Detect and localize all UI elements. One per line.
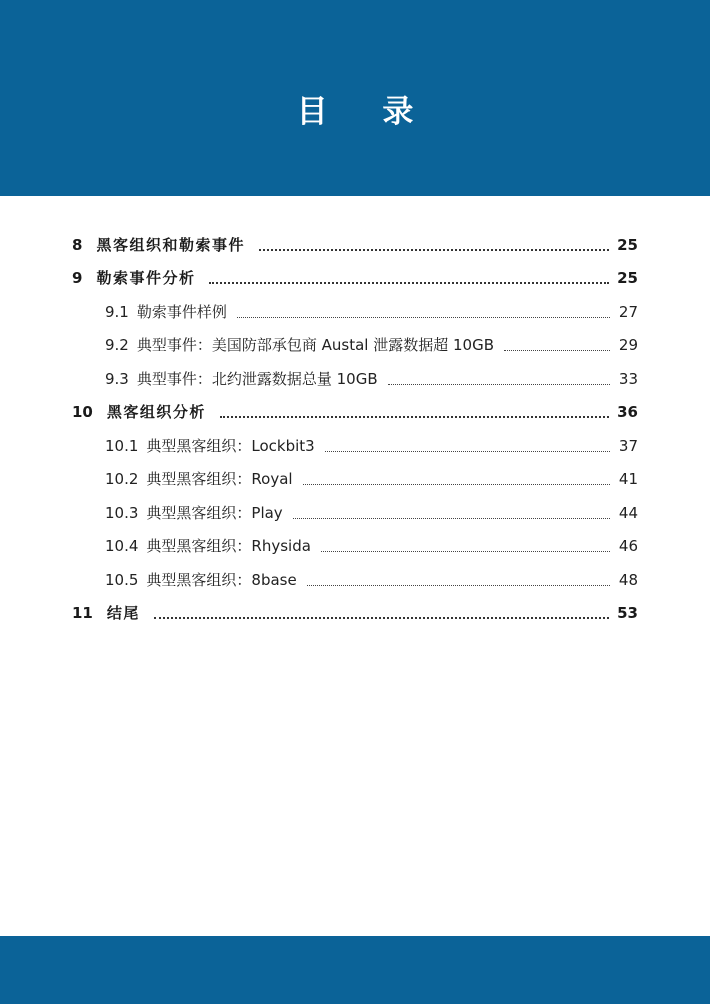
- toc-page-number: 27: [618, 302, 638, 321]
- toc-entry-number: 10.2: [105, 470, 139, 488]
- toc-dot-leader: [220, 416, 609, 418]
- toc-entry-title: 典型事件：北约泄露数据总量 10GB: [136, 369, 378, 388]
- toc-dot-leader: [237, 317, 610, 318]
- toc-page-number: 53: [617, 604, 638, 622]
- toc-section-entry[interactable]: [72, 361, 638, 395]
- toc-dot-leader: [209, 282, 609, 284]
- toc-section-entry[interactable]: [72, 294, 638, 328]
- toc-entry-number: 9.2: [105, 336, 129, 354]
- toc-page-number: 25: [617, 235, 638, 254]
- toc-page-number: 29: [618, 336, 638, 354]
- toc-page-number: 48: [618, 570, 638, 589]
- toc-entry-number: 9.3: [105, 369, 129, 388]
- toc-entry-title: 典型黑客组织：8base: [146, 570, 297, 589]
- header-band: [0, 0, 710, 196]
- toc-dot-leader: [504, 350, 610, 351]
- page-title: 目 录: [296, 94, 436, 130]
- toc-section-entry[interactable]: [72, 495, 638, 529]
- toc-entry-number: 10.5: [105, 570, 139, 589]
- toc-dot-leader: [307, 585, 610, 586]
- table-of-contents: [72, 227, 638, 629]
- toc-page-number: 33: [618, 369, 638, 388]
- toc-chapter-entry[interactable]: [72, 261, 638, 295]
- toc-chapter-entry[interactable]: [72, 395, 638, 429]
- toc-entry-number: 9: [72, 269, 83, 287]
- toc-chapter-entry[interactable]: [72, 227, 638, 261]
- toc-entry-number: 11: [72, 604, 93, 622]
- toc-entry-title: 黑客组织和勒索事件: [96, 235, 245, 254]
- toc-entry-title: 典型黑客组织：Rhysida: [146, 537, 311, 555]
- toc-dot-leader: [154, 617, 609, 619]
- toc-page-number: 36: [617, 403, 638, 421]
- footer-band: [0, 936, 710, 1004]
- toc-entry-title: 典型黑客组织：Lockbit3: [146, 436, 315, 455]
- toc-entry-number: 10.1: [105, 436, 139, 455]
- toc-dot-leader: [303, 484, 610, 485]
- toc-entry-title: 勒索事件分析: [96, 269, 196, 287]
- toc-page-number: 46: [618, 537, 638, 555]
- toc-page-number: 25: [617, 269, 638, 287]
- toc-dot-leader: [321, 551, 610, 552]
- toc-entry-title: 黑客组织分析: [106, 403, 206, 421]
- toc-section-entry[interactable]: [72, 328, 638, 362]
- toc-entry-number: 10: [72, 403, 93, 421]
- toc-dot-leader: [293, 518, 610, 519]
- toc-section-entry[interactable]: [72, 462, 638, 496]
- toc-entry-title: 勒索事件样例: [136, 302, 227, 321]
- toc-entry-number: 9.1: [105, 302, 129, 321]
- toc-dot-leader: [259, 249, 609, 251]
- toc-page-number: 44: [618, 503, 638, 522]
- toc-entry-number: 8: [72, 235, 83, 254]
- toc-entry-title: 典型黑客组织：Play: [146, 503, 283, 522]
- toc-entry-title: 结尾: [106, 604, 140, 622]
- toc-entry-title: 典型事件：美国防部承包商 Austal 泄露数据超 10GB: [136, 336, 494, 354]
- toc-chapter-entry[interactable]: [72, 596, 638, 630]
- toc-section-entry[interactable]: [72, 529, 638, 563]
- toc-page-number: 41: [618, 470, 638, 488]
- toc-entry-title: 典型黑客组织：Royal: [146, 470, 293, 488]
- toc-entry-number: 10.4: [105, 537, 139, 555]
- toc-section-entry[interactable]: [72, 562, 638, 596]
- toc-entry-number: 10.3: [105, 503, 139, 522]
- toc-dot-leader: [325, 451, 610, 452]
- toc-dot-leader: [388, 384, 610, 385]
- toc-section-entry[interactable]: [72, 428, 638, 462]
- toc-page-number: 37: [618, 436, 638, 455]
